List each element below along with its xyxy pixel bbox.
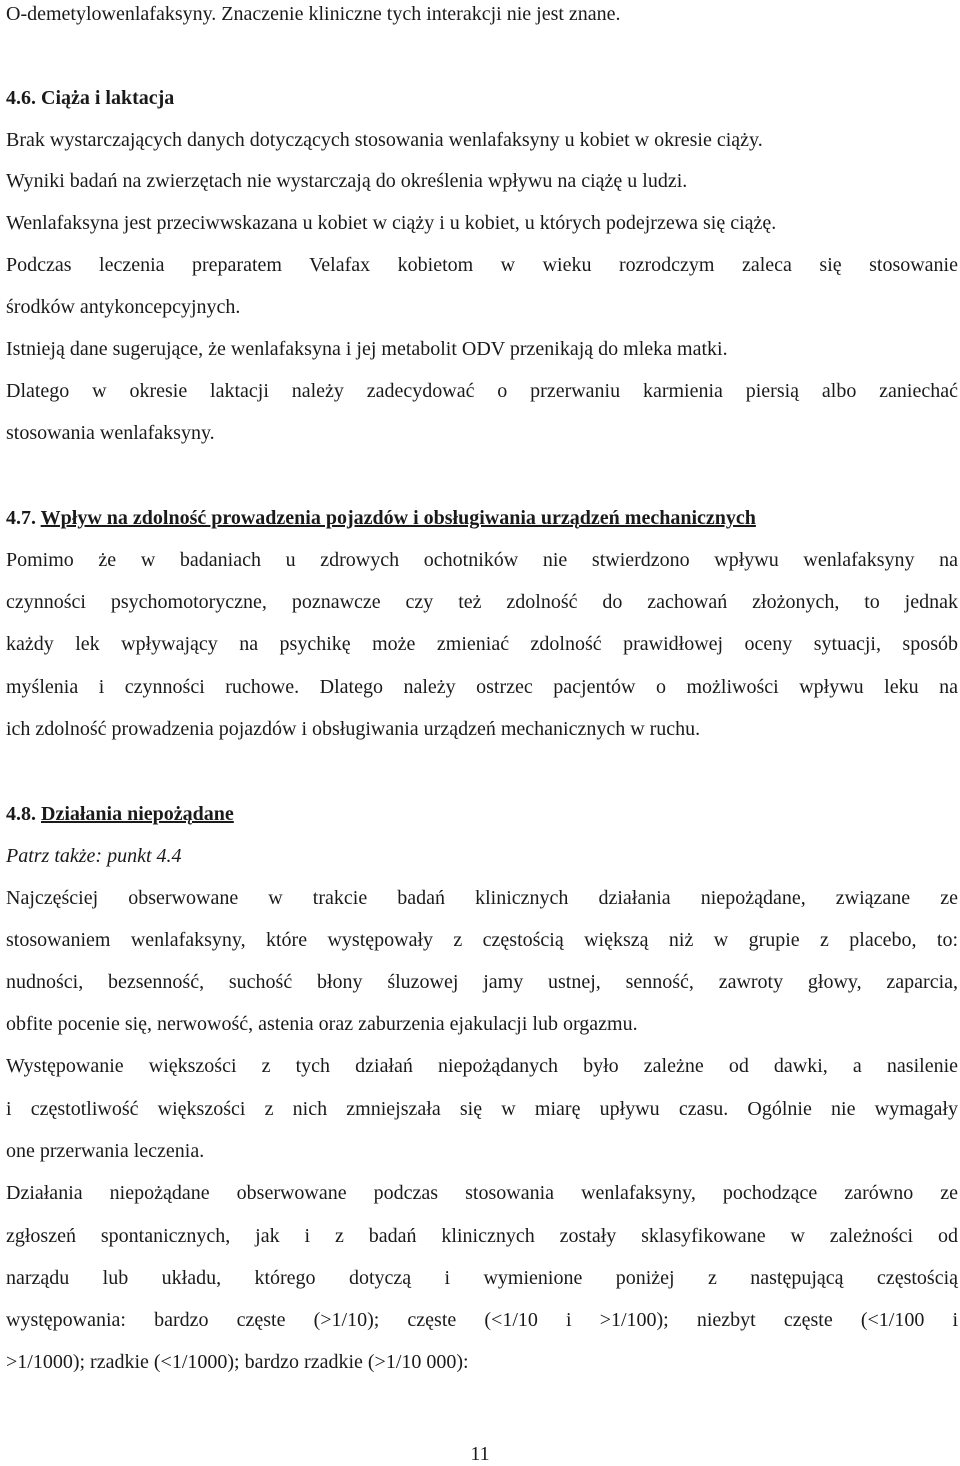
paragraph-line: Najczęściej obserwowane w trakcie badań klinicznych działania niepożądane, związane ze [6,887,958,909]
paragraph-line: Dlatego w okresie laktacji należy zadecydować o przerwaniu karmienia piersią albo zaniechać [6,380,958,402]
paragraph-line: Wyniki badań na zwierzętach nie wystarczają do określenia wpływu na ciążę u ludzi. [6,170,688,192]
paragraph-line: czynności psychomotoryczne, poznawcze czy też zdolność do zachowań złożonych, to jednak [6,591,958,613]
paragraph-line: Brak wystarczających danych dotyczących stosowania wenlafaksyny u kobiet w okresie ciąży. [6,129,763,151]
see-also-note: Patrz także: punkt 4.4 [6,845,182,867]
paragraph-line: ich zdolność prowadzenia pojazdów i obsługiwania urządzeń mechanicznych w ruchu. [6,718,701,740]
paragraph-line: zgłoszeń spontanicznych, jak i z badań klinicznych zostały sklasyfikowane w zależności od [6,1225,958,1247]
section-4-7-heading [6,506,958,530]
paragraph-line: środków antykoncepcyjnych. [6,296,241,318]
paragraph-line: i częstotliwość większości z nich zmniejszała się w miarę upływu czasu. Ogólnie nie wymagały [6,1098,958,1120]
paragraph-line: Istnieją dane sugerujące, że wenlafaksyna i jej metabolit ODV przenikają do mleka matki. [6,338,728,360]
paragraph-line: stosowania wenlafaksyny. [6,422,215,444]
paragraph-line: >1/1000); rzadkie (<1/1000); bardzo rzadkie (>1/10 000): [6,1351,469,1373]
paragraph-line: myślenia i czynności ruchowe. Dlatego należy ostrzec pacjentów o możliwości wpływu leku na [6,676,958,698]
paragraph-line: one przerwania leczenia. [6,1140,205,1162]
paragraph-line: Pomimo że w badaniach u zdrowych ochotników nie stwierdzono wpływu wenlafaksyny na [6,549,958,571]
paragraph-line: obfite pocenie się, nerwowość, astenia oraz zaburzenia ejakulacji lub orgazmu. [6,1013,638,1035]
paragraph-line: nudności, bezsenność, suchość błony śluzowej jamy ustnej, senność, zawroty głowy, zaparcia, [6,971,958,993]
paragraph-line: każdy lek wpływający na psychikę może zmieniać zdolność prawidłowej oceny sytuacji, sposób [6,633,958,655]
section-4-8-heading [6,802,958,826]
page-number: 11 [470,1443,490,1465]
section-4-6-heading: 4.6. Ciąża i laktacja [6,87,175,109]
paragraph-line: narządu lub układu, którego dotyczą i wymienione poniżej z następującą częstością [6,1267,958,1289]
section-title: Działania niepożądane [41,803,234,825]
section-number: 4.8. [6,803,36,825]
paragraph-line: Wenlafaksyna jest przeciwwskazana u kobiet w ciąży i u kobiet, u których podejrzewa się ciążę. [6,212,777,234]
paragraph-line: występowania: bardzo częste (>1/10); częste (<1/10 i >1/100); niezbyt częste (<1/100 i [6,1309,958,1331]
section-number: 4.7. [6,507,36,529]
paragraph-line: stosowaniem wenlafaksyny, które występowały z częstością większą niż w grupie z placebo, to: [6,929,958,951]
paragraph-line: Podczas leczenia preparatem Velafax kobietom w wieku rozrodczym zaleca się stosowanie [6,254,958,276]
paragraph-line: Występowanie większości z tych działań niepożądanych było zależne od dawki, a nasilenie [6,1055,958,1077]
paragraph-line: Działania niepożądane obserwowane podczas stosowania wenlafaksyny, pochodzące zarówno ze [6,1182,958,1204]
continued-paragraph-line: O-demetylowenlafaksyny. Znaczenie kliniczne tych interakcji nie jest znane. [6,3,621,25]
section-title: Wpływ na zdolność prowadzenia pojazdów i obsługiwania urządzeń mechanicznych [40,507,756,529]
